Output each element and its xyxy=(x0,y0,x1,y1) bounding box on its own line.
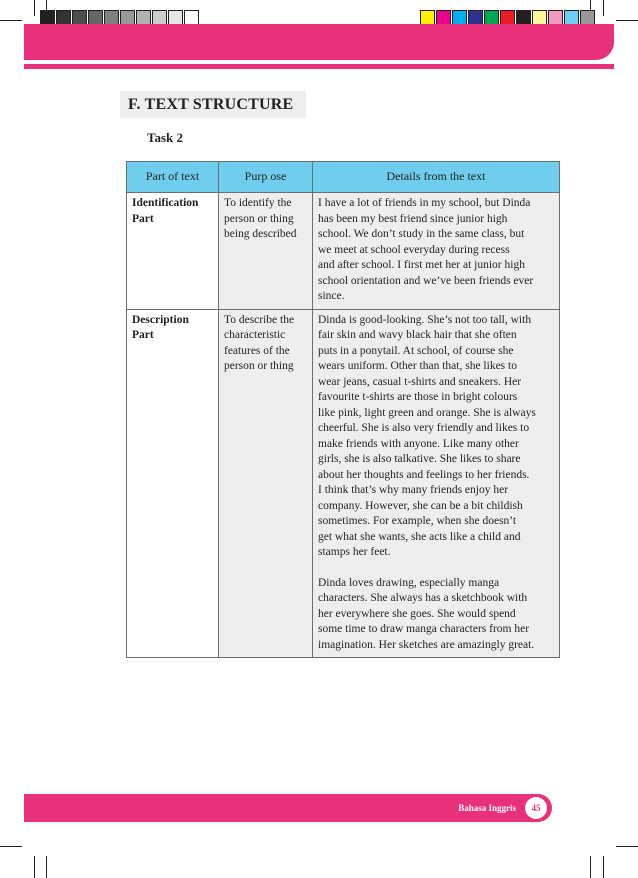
calibration-swatch xyxy=(484,10,499,25)
calibration-swatch xyxy=(548,10,563,25)
calibration-swatch xyxy=(468,10,483,25)
part-cell: Identification Part xyxy=(127,193,219,310)
calibration-swatch xyxy=(88,10,103,25)
header-details: Details from the text xyxy=(313,162,560,193)
table-header-row xyxy=(127,162,560,193)
calibration-swatch xyxy=(56,10,71,25)
table-row xyxy=(127,193,560,310)
calibration-swatch xyxy=(40,10,55,25)
crop-mark xyxy=(46,856,47,878)
page-number: 45 xyxy=(525,797,547,819)
purpose-cell: To describe the characteristic features of the person or thing xyxy=(219,309,313,658)
details-paragraph: I have a lot of friends in my school, but Dinda has been my best friend since junior high school. We don’t study in the same class, but we meet at school everyday during recess and after school. I first met her at junior high school orientation and we’ve been friends ever since. xyxy=(318,197,534,302)
text-structure-table xyxy=(126,161,560,658)
crop-mark xyxy=(603,856,604,878)
part-cell: Description Part xyxy=(127,309,219,658)
section-title: F. TEXT STRUCTURE xyxy=(120,91,306,118)
calibration-swatch xyxy=(532,10,547,25)
crop-mark xyxy=(616,20,638,21)
header-part-of-text: Part of text xyxy=(127,162,219,193)
calibration-swatch xyxy=(580,10,595,25)
crop-mark xyxy=(34,0,35,16)
grayscale-calibration-bar xyxy=(40,10,200,25)
calibration-swatch xyxy=(136,10,151,25)
task-label: Task 2 xyxy=(147,130,184,145)
footer-band xyxy=(24,794,552,822)
details-cell xyxy=(313,309,560,658)
crop-mark xyxy=(603,0,604,16)
crop-mark xyxy=(0,20,22,21)
calibration-swatch xyxy=(564,10,579,25)
header-rule xyxy=(24,64,614,69)
calibration-swatch xyxy=(72,10,87,25)
calibration-swatch xyxy=(120,10,135,25)
calibration-swatch xyxy=(452,10,467,25)
calibration-swatch xyxy=(152,10,167,25)
crop-mark xyxy=(616,846,638,847)
header-band xyxy=(24,24,614,60)
calibration-swatch xyxy=(420,10,435,25)
crop-mark xyxy=(0,846,22,847)
details-paragraph: Dinda loves drawing, especially manga characters. She always has a sketchbook with her everywhere she goes. She would spend some time to draw manga characters from her imagination. Her sketches are amazingly great. xyxy=(318,576,535,651)
header-purpose: Purp ose xyxy=(219,162,313,193)
calibration-swatch xyxy=(184,10,199,25)
crop-mark xyxy=(590,856,591,878)
purpose-cell: To identify the person or thing being described xyxy=(219,193,313,310)
calibration-swatch xyxy=(516,10,531,25)
book-title: Bahasa Inggris xyxy=(458,803,516,813)
color-calibration-bar xyxy=(420,10,596,25)
calibration-swatch xyxy=(500,10,515,25)
calibration-swatch xyxy=(168,10,183,25)
calibration-swatch xyxy=(436,10,451,25)
details-paragraph: Dinda is good-looking. She’s not too tall, with fair skin and wavy black hair that she often puts in a ponytail. At school, of course she wears uniform. Other than that, she likes to wear jeans, casual t-shirts and sneakers. Her favourite t-shirts are those in bright colours like pink, light green and orange. She is always cheerful. She is also very friendly and likes to make friends with anyone. Like many other girls, she is also talkative. She likes to share about her thoughts and feelings to her friends. I think that’s why many friends enjoy her company. However, she can be a bit childish sometimes. For example, when she doesn’t get what she wants, she acts like a child and stamps her feet. xyxy=(318,313,536,558)
crop-mark xyxy=(34,856,35,878)
calibration-swatch xyxy=(104,10,119,25)
table-row xyxy=(127,309,560,658)
details-cell xyxy=(313,193,560,310)
